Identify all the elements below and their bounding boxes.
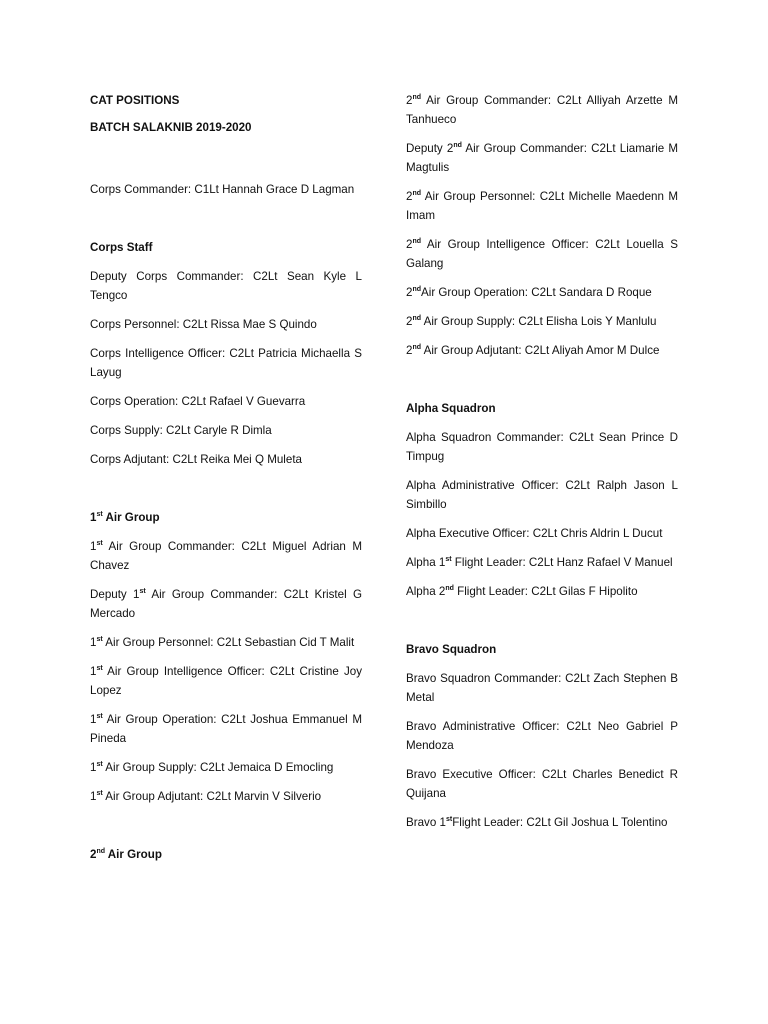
second-air-group-item: 2nd Air Group Intelligence Officer: C2Lt Louella S Galang <box>406 238 678 270</box>
first-air-group-heading: 1st Air Group <box>90 511 160 524</box>
bravo-squadron-item: Bravo Administrative Officer: C2Lt Neo Gabriel P Mendoza <box>406 720 678 752</box>
corps-staff-heading: Corps Staff <box>90 241 153 254</box>
bravo-squadron-item: Bravo Squadron Commander: C2Lt Zach Stephen B Metal <box>406 672 678 704</box>
first-air-group-item: 1st Air Group Personnel: C2Lt Sebastian Cid T Malit <box>90 636 355 649</box>
second-air-group-item: 2nd Air Group Personnel: C2Lt Michelle Maedenn M Imam <box>406 190 678 222</box>
alpha-squadron-heading: Alpha Squadron <box>406 402 496 415</box>
batch-title: BATCH SALAKNIB 2019-2020 <box>90 121 252 134</box>
first-air-group-item: 1st Air Group Intelligence Officer: C2Lt Cristine Joy Lopez <box>90 665 362 697</box>
corps-staff-item: Corps Supply: C2Lt Caryle R Dimla <box>90 424 272 437</box>
alpha-squadron-item: Alpha Squadron Commander: C2Lt Sean Prince D Timpug <box>406 431 678 463</box>
left-column <box>90 91 362 864</box>
first-air-group-item: 1st Air Group Supply: C2Lt Jemaica D Emocling <box>90 761 334 774</box>
second-air-group-heading: 2nd Air Group <box>90 848 162 861</box>
first-air-group-item: 1st Air Group Operation: C2Lt Joshua Emmanuel M Pineda <box>90 713 362 745</box>
corps-staff-item: Corps Personnel: C2Lt Rissa Mae S Quindo <box>90 318 317 331</box>
first-air-group-item: Deputy 1st Air Group Commander: C2Lt Kristel G Mercado <box>90 588 362 620</box>
document-title: CAT POSITIONS <box>90 94 180 107</box>
corps-commander: Corps Commander: C1Lt Hannah Grace D Lagman <box>90 183 355 196</box>
bravo-squadron-item: Bravo Executive Officer: C2Lt Charles Benedict R Quijana <box>406 768 678 800</box>
first-air-group-item: 1st Air Group Commander: C2Lt Miguel Adrian M Chavez <box>90 540 362 572</box>
alpha-squadron-item: Alpha Administrative Officer: C2Lt Ralph Jason L Simbillo <box>406 479 678 511</box>
second-air-group-item: 2nd Air Group Supply: C2Lt Elisha Lois Y Manlulu <box>406 315 657 328</box>
alpha-squadron-item: Alpha 1st Flight Leader: C2Lt Hanz Rafael V Manuel <box>406 556 673 569</box>
corps-staff-item: Corps Intelligence Officer: C2Lt Patricia Michaella S Layug <box>90 347 362 379</box>
right-column <box>406 91 678 842</box>
corps-staff-item: Corps Operation: C2Lt Rafael V Guevarra <box>90 395 306 408</box>
alpha-squadron-item: Alpha 2nd Flight Leader: C2Lt Gilas F Hipolito <box>406 585 638 598</box>
second-air-group-item: 2ndAir Group Operation: C2Lt Sandara D Roque <box>406 286 652 299</box>
bravo-squadron-item: Bravo 1stFlight Leader: C2Lt Gil Joshua L Tolentino <box>406 816 668 829</box>
second-air-group-item: 2nd Air Group Commander: C2Lt Alliyah Arzette M Tanhueco <box>406 94 678 126</box>
second-air-group-item: Deputy 2nd Air Group Commander: C2Lt Liamarie M Magtulis <box>406 142 678 174</box>
corps-staff-item: Corps Adjutant: C2Lt Reika Mei Q Muleta <box>90 453 303 466</box>
second-air-group-item: 2nd Air Group Adjutant: C2Lt Aliyah Amor M Dulce <box>406 344 660 357</box>
alpha-squadron-item: Alpha Executive Officer: C2Lt Chris Aldrin L Ducut <box>406 527 663 540</box>
first-air-group-item: 1st Air Group Adjutant: C2Lt Marvin V Silverio <box>90 790 322 803</box>
corps-staff-item: Deputy Corps Commander: C2Lt Sean Kyle L Tengco <box>90 270 362 302</box>
bravo-squadron-heading: Bravo Squadron <box>406 643 497 656</box>
